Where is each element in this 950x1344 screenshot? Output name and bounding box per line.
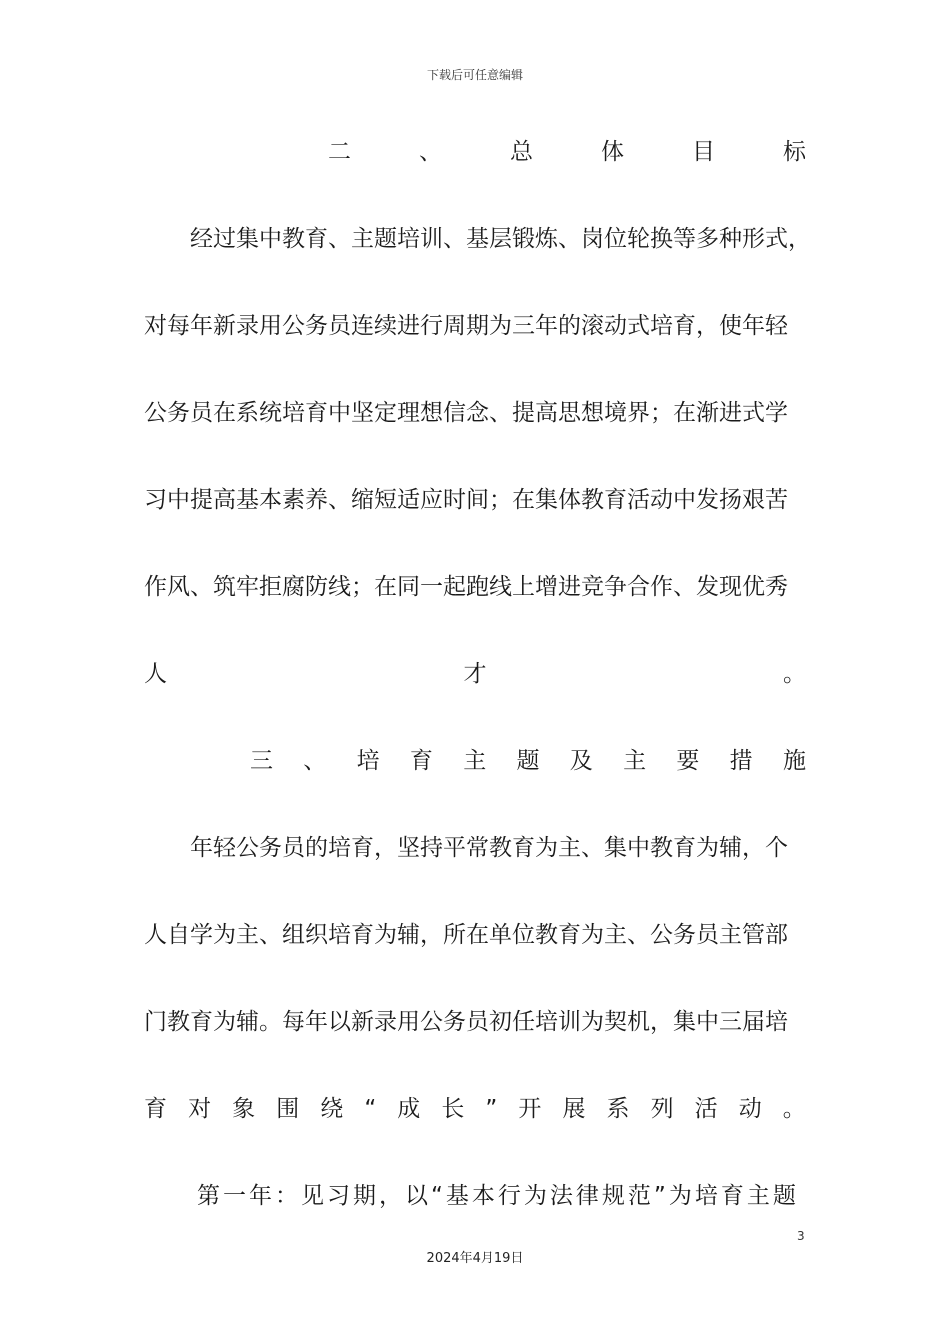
page-footer-date: 2024年4月19日: [426, 1251, 524, 1266]
paragraph-line-justified: [144, 1094, 806, 1124]
paragraph-line: 第一年：见习期，以“基本行为法律规范”为培育主题: [197, 1183, 799, 1209]
paragraph-line: 习中提高基本素养、缩短适应时间；在集体教育活动中发扬艰苦: [144, 487, 788, 513]
heading-char: 、: [303, 748, 327, 774]
paragraph-line: 人自学为主、组织培育为辅，所在单位教育为主、公务员主管部: [144, 922, 788, 948]
text-char: 系: [606, 1096, 630, 1122]
paragraph-line: 经过集中教育、主题培训、基层锻炼、岗位轮换等多种形式，: [190, 226, 811, 252]
text-char: ”: [485, 1096, 498, 1122]
heading-char: 标: [783, 139, 806, 165]
text-char: 绕: [320, 1096, 344, 1122]
heading-char: 目: [692, 139, 715, 165]
heading-char: 总: [510, 139, 533, 165]
text-char: 。: [783, 661, 806, 687]
paragraph-line-justified: [144, 659, 806, 689]
heading-char: 体: [601, 139, 624, 165]
heading-char: 及: [569, 748, 593, 774]
text-char: 开: [518, 1096, 542, 1122]
text-char: 围: [276, 1096, 300, 1122]
text-char: 长: [441, 1096, 465, 1122]
paragraph-line: 对每年新录用公务员连续进行周期为三年的滚动式培育，使年轻: [144, 313, 788, 339]
heading-char: 二: [328, 139, 351, 165]
text-char: “: [364, 1096, 377, 1122]
text-char: 成: [397, 1096, 421, 1122]
heading-char: 、: [419, 139, 442, 165]
page-header: 下载后可任意编辑: [426, 68, 523, 82]
paragraph-line: 年轻公务员的培育，坚持平常教育为主、集中教育为辅，个: [190, 835, 788, 861]
heading-char: 要: [676, 748, 700, 774]
text-char: 列: [650, 1096, 674, 1122]
text-char: 才: [463, 661, 487, 687]
text-char: 象: [232, 1096, 256, 1122]
paragraph-line: 公务员在系统培育中坚定理想信念、提高思想境界；在渐进式学: [144, 400, 788, 426]
text-char: 。: [782, 1096, 806, 1122]
text-char: 育: [144, 1096, 167, 1122]
text-char: 对: [188, 1096, 212, 1122]
heading-char: 三: [250, 748, 273, 774]
heading-char: 主: [463, 748, 487, 774]
heading-char: 培: [356, 748, 380, 774]
heading-char: 题: [516, 748, 540, 774]
heading-char: 主: [623, 748, 647, 774]
text-char: 活: [694, 1096, 718, 1122]
section-heading-themes-measures: [250, 746, 806, 776]
paragraph-line: 作风、筑牢拒腐防线；在同一起跑线上增进竞争合作、发现优秀: [144, 574, 788, 600]
paragraph-line: 门教育为辅。每年以新录用公务员初任培训为契机，集中三届培: [144, 1009, 788, 1035]
heading-char: 育: [409, 748, 433, 774]
page-number: 3: [797, 1229, 805, 1243]
text-char: 动: [738, 1096, 762, 1122]
text-char: 人: [144, 661, 167, 687]
section-heading-overall-goals: [328, 137, 806, 167]
heading-char: 措: [729, 748, 753, 774]
text-char: 展: [562, 1096, 586, 1122]
heading-char: 施: [782, 748, 806, 774]
